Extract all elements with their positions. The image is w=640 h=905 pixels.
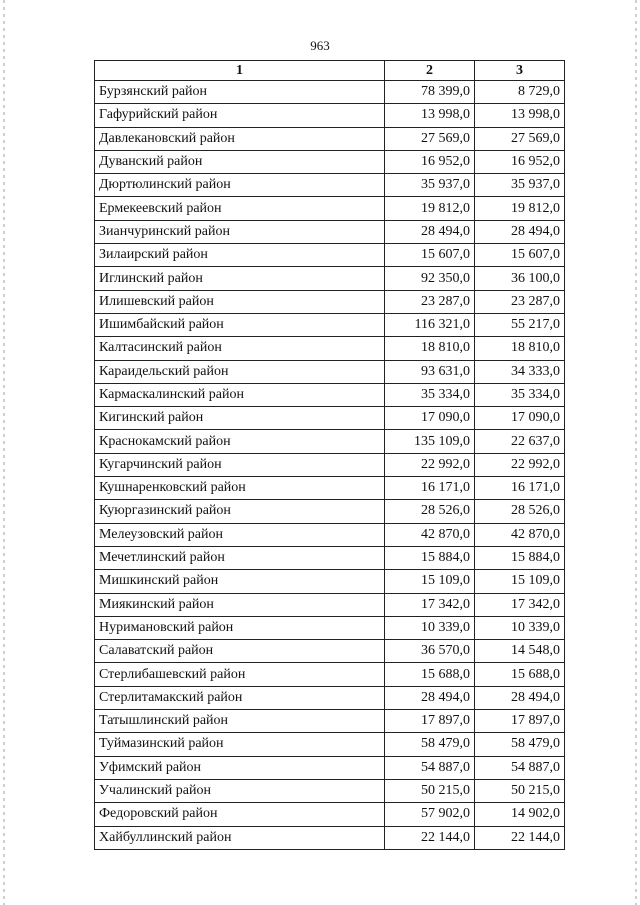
district-name: Илишевский район	[95, 290, 385, 313]
district-name: Хайбуллинский район	[95, 826, 385, 849]
table-row	[95, 150, 565, 173]
value-col-2: 57 902,0	[385, 803, 475, 826]
district-name: Давлекановский район	[95, 127, 385, 150]
table-row	[95, 267, 565, 290]
district-name: Куюргазинский район	[95, 500, 385, 523]
table-row	[95, 803, 565, 826]
value-col-3: 42 870,0	[475, 523, 565, 546]
value-col-3: 17 090,0	[475, 407, 565, 430]
value-col-3: 15 607,0	[475, 244, 565, 267]
table-row	[95, 337, 565, 360]
district-name: Стерлитамакский район	[95, 686, 385, 709]
table-row	[95, 523, 565, 546]
value-col-3: 14 902,0	[475, 803, 565, 826]
table-row	[95, 430, 565, 453]
table-row	[95, 383, 565, 406]
value-col-2: 17 897,0	[385, 710, 475, 733]
district-name: Туймазинский район	[95, 733, 385, 756]
table-row	[95, 407, 565, 430]
table-row	[95, 593, 565, 616]
value-col-2: 15 109,0	[385, 570, 475, 593]
value-col-2: 19 812,0	[385, 197, 475, 220]
district-name: Нуримановский район	[95, 616, 385, 639]
district-name: Кигинский район	[95, 407, 385, 430]
table-body	[95, 81, 565, 850]
table-row	[95, 220, 565, 243]
value-col-3: 58 479,0	[475, 733, 565, 756]
column-header-2: 2	[385, 61, 475, 81]
district-table	[94, 60, 565, 850]
value-col-3: 17 342,0	[475, 593, 565, 616]
value-col-3: 54 887,0	[475, 756, 565, 779]
value-col-2: 22 144,0	[385, 826, 475, 849]
value-col-3: 23 287,0	[475, 290, 565, 313]
table-row	[95, 313, 565, 336]
value-col-3: 16 171,0	[475, 477, 565, 500]
table-row	[95, 360, 565, 383]
district-name: Федоровский район	[95, 803, 385, 826]
district-name: Краснокамский район	[95, 430, 385, 453]
district-name: Ермекеевский район	[95, 197, 385, 220]
value-col-3: 28 494,0	[475, 220, 565, 243]
value-col-2: 58 479,0	[385, 733, 475, 756]
district-name: Зианчуринский район	[95, 220, 385, 243]
value-col-3: 17 897,0	[475, 710, 565, 733]
value-col-2: 17 090,0	[385, 407, 475, 430]
value-col-2: 18 810,0	[385, 337, 475, 360]
district-name: Дуванский район	[95, 150, 385, 173]
table-row	[95, 733, 565, 756]
district-name: Зилаирский район	[95, 244, 385, 267]
value-col-2: 116 321,0	[385, 313, 475, 336]
district-name: Кугарчинский район	[95, 453, 385, 476]
value-col-2: 27 569,0	[385, 127, 475, 150]
district-name: Гафурийский район	[95, 104, 385, 127]
district-name: Стерлибашевский район	[95, 663, 385, 686]
value-col-3: 15 109,0	[475, 570, 565, 593]
district-name: Бурзянский район	[95, 81, 385, 104]
value-col-2: 15 884,0	[385, 546, 475, 569]
scan-edge-left	[3, 0, 5, 905]
table-row	[95, 290, 565, 313]
district-name: Салаватский район	[95, 640, 385, 663]
value-col-2: 22 992,0	[385, 453, 475, 476]
value-col-3: 35 334,0	[475, 383, 565, 406]
value-col-2: 15 688,0	[385, 663, 475, 686]
district-name: Миякинский район	[95, 593, 385, 616]
value-col-2: 78 399,0	[385, 81, 475, 104]
value-col-2: 28 526,0	[385, 500, 475, 523]
table-row	[95, 174, 565, 197]
district-name: Уфимский район	[95, 756, 385, 779]
value-col-3: 28 526,0	[475, 500, 565, 523]
value-col-3: 13 998,0	[475, 104, 565, 127]
value-col-2: 35 334,0	[385, 383, 475, 406]
district-name: Калтасинский район	[95, 337, 385, 360]
table-row	[95, 640, 565, 663]
value-col-2: 16 952,0	[385, 150, 475, 173]
value-col-3: 18 810,0	[475, 337, 565, 360]
table-row	[95, 570, 565, 593]
page-number: 963	[310, 38, 330, 53]
table-row	[95, 616, 565, 639]
district-name: Татышлинский район	[95, 710, 385, 733]
value-col-3: 34 333,0	[475, 360, 565, 383]
table-row	[95, 756, 565, 779]
value-col-3: 22 144,0	[475, 826, 565, 849]
district-name: Учалинский район	[95, 779, 385, 802]
value-col-2: 92 350,0	[385, 267, 475, 290]
value-col-2: 17 342,0	[385, 593, 475, 616]
value-col-2: 10 339,0	[385, 616, 475, 639]
table-row	[95, 81, 565, 104]
value-col-3: 19 812,0	[475, 197, 565, 220]
scan-edge-right	[635, 0, 637, 905]
value-col-2: 50 215,0	[385, 779, 475, 802]
value-col-2: 16 171,0	[385, 477, 475, 500]
value-col-2: 23 287,0	[385, 290, 475, 313]
value-col-2: 28 494,0	[385, 220, 475, 243]
column-header-1: 1	[95, 61, 385, 81]
value-col-3: 10 339,0	[475, 616, 565, 639]
district-name: Кармаскалинский район	[95, 383, 385, 406]
value-col-2: 135 109,0	[385, 430, 475, 453]
value-col-3: 16 952,0	[475, 150, 565, 173]
table-row	[95, 779, 565, 802]
table-row	[95, 663, 565, 686]
value-col-3: 35 937,0	[475, 174, 565, 197]
value-col-3: 8 729,0	[475, 81, 565, 104]
value-col-2: 28 494,0	[385, 686, 475, 709]
value-col-3: 27 569,0	[475, 127, 565, 150]
value-col-2: 15 607,0	[385, 244, 475, 267]
column-header-3: 3	[475, 61, 565, 81]
table-row	[95, 710, 565, 733]
value-col-3: 14 548,0	[475, 640, 565, 663]
value-col-2: 54 887,0	[385, 756, 475, 779]
table-row	[95, 244, 565, 267]
district-name: Кушнаренковский район	[95, 477, 385, 500]
table-row	[95, 686, 565, 709]
table-row	[95, 104, 565, 127]
district-name: Мишкинский район	[95, 570, 385, 593]
district-name: Мелеузовский район	[95, 523, 385, 546]
value-col-3: 55 217,0	[475, 313, 565, 336]
value-col-3: 15 688,0	[475, 663, 565, 686]
value-col-3: 22 637,0	[475, 430, 565, 453]
value-col-3: 22 992,0	[475, 453, 565, 476]
value-col-2: 13 998,0	[385, 104, 475, 127]
table-header-row	[95, 61, 565, 81]
value-col-3: 36 100,0	[475, 267, 565, 290]
value-col-3: 28 494,0	[475, 686, 565, 709]
table-row	[95, 197, 565, 220]
value-col-2: 42 870,0	[385, 523, 475, 546]
table-row	[95, 453, 565, 476]
value-col-2: 35 937,0	[385, 174, 475, 197]
table-row	[95, 500, 565, 523]
value-col-3: 15 884,0	[475, 546, 565, 569]
district-name: Дюртюлинский район	[95, 174, 385, 197]
value-col-2: 36 570,0	[385, 640, 475, 663]
table-row	[95, 477, 565, 500]
table-row	[95, 127, 565, 150]
district-name: Мечетлинский район	[95, 546, 385, 569]
value-col-3: 50 215,0	[475, 779, 565, 802]
value-col-2: 93 631,0	[385, 360, 475, 383]
district-name: Иглинский район	[95, 267, 385, 290]
table-row	[95, 826, 565, 849]
district-name: Ишимбайский район	[95, 313, 385, 336]
district-name: Караидельский район	[95, 360, 385, 383]
table-row	[95, 546, 565, 569]
